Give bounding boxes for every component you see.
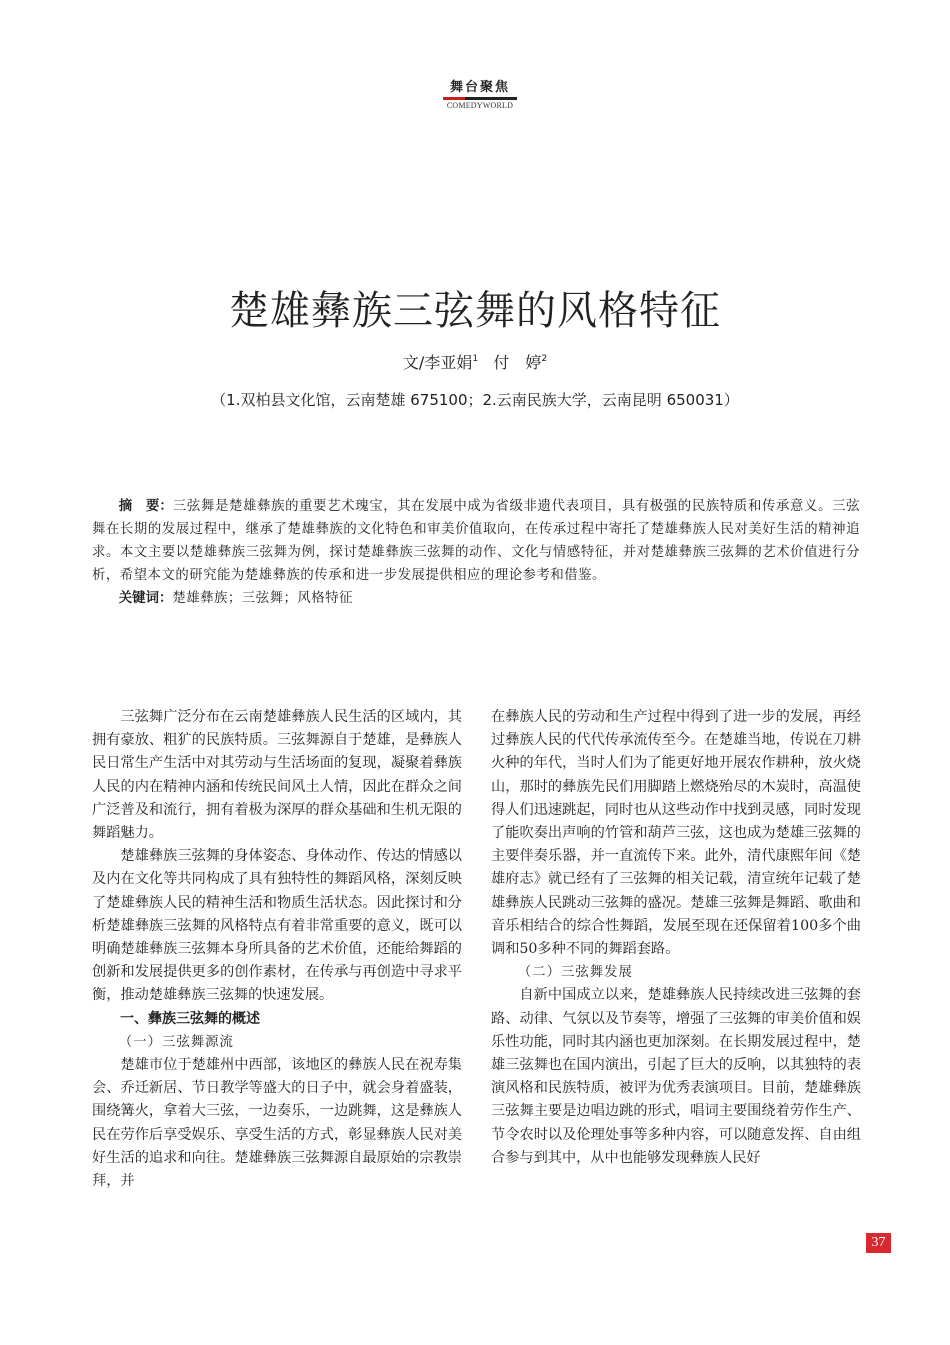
abstract-block bbox=[92, 495, 860, 610]
body-column-left bbox=[92, 706, 462, 1193]
paragraph: 自新中国成立以来，楚雄彝族人民持续改进三弦舞的套路、动律、气氛以及节奏等，增强了三弦舞的审美价值和娱乐性功能，同时其内涵也更加深刻。在长期发展过程中，楚雄三弦舞也在国内演出，引起了巨大的反响，以其独特的表演风格和民族特质，被评为优秀表演项目。目前，楚雄彝族三弦舞主要是边唱边跳的形式，唱词主要围绕着劳作生产、节令农时以及伦理处事等多种内容，可以随意发挥、自由组合参与到其中，从中也能够发现彝族人民好 bbox=[491, 987, 861, 1166]
keywords bbox=[92, 587, 860, 610]
keywords-text: 楚雄彝族；三弦舞；风格特征 bbox=[172, 591, 353, 606]
abstract bbox=[92, 495, 860, 587]
journal-subtitle: COMEDYWORLD bbox=[446, 101, 514, 110]
author-1: 李亚娟 bbox=[424, 353, 473, 372]
abstract-label: 摘 要： bbox=[118, 499, 173, 514]
author-2: 付 婷 bbox=[493, 353, 542, 372]
masthead-rule bbox=[443, 97, 517, 100]
article-title: 楚雄彝族三弦舞的风格特征 bbox=[229, 288, 721, 334]
keywords-label: 关键词： bbox=[118, 591, 173, 606]
author-2-mark: 2 bbox=[541, 354, 548, 364]
byline-prefix: 文/ bbox=[402, 353, 425, 372]
subsection-heading: （一）三弦舞源流 bbox=[118, 1034, 234, 1050]
byline bbox=[0, 348, 950, 374]
section-heading: 一、彝族三弦舞的概述 bbox=[120, 1010, 260, 1027]
paragraph-continued: 在彝族人民的劳动和生产过程中得到了进一步的发展，再经过彝族人民的代代传承流传至今。在楚雄当地，传说在刀耕火种的年代，当时人们为了能更好地开展农作耕种，放火烧山，那时的彝族先民们用脚踏上燃烧殆尽的木炭时，高温使得人们迅速跳起，同时也从这些动作中找到灵感，同时发现了能吹奏出声响的竹管和葫芦三弦，这也成为楚雄三弦舞的主要伴奏乐器，并一直流传下来。此外，清代康熙年间《楚雄府志》就已经有了三弦舞的相关记载，清宣统年记载了楚雄彝族人民跳动三弦舞的盛况。楚雄三弦舞是舞蹈、歌曲和音乐相结合的综合性舞蹈，发展至现在还保留着100多个曲调和50多种不同的舞蹈套路。 bbox=[491, 709, 861, 958]
paragraph: 楚雄市位于楚雄州中西部，该地区的彝族人民在祝寿集会、乔迁新居、节日教学等盛大的日子中，就会身着盛装，围绕篝火，拿着大三弦，一边奏乐，一边跳舞，这是彝族人民在劳作后享受娱乐、享受生活的方式，彰显彝族人民对美好生活的追求和向往。楚雄彝族三弦舞源自最原始的宗教崇拜，并 bbox=[92, 1057, 462, 1190]
journal-masthead bbox=[440, 80, 520, 111]
affiliations: （1.双柏县文化馆，云南楚雄 675100；2.云南民族大学，云南昆明 650031） bbox=[211, 391, 739, 409]
paragraph: 楚雄彝族三弦舞的身体姿态、身体动作、传达的情感以及内在文化等共同构成了具有独特性的舞蹈风格，深刻反映了楚雄彝族人民的精神生活和物质生活状态。因此探讨和分析楚雄彝族三弦舞的风格特点有着非常重要的意义，既可以明确楚雄彝族三弦舞本身所具备的艺术价值，还能给舞蹈的创新和发展提供更多的创作素材，在传承与再创造中寻求平衡，推动楚雄彝族三弦舞的快速发展。 bbox=[92, 848, 462, 1004]
subsection-heading: （二）三弦舞发展 bbox=[517, 965, 633, 981]
journal-section-name: 舞台聚焦 bbox=[449, 80, 510, 95]
page-number: 37 bbox=[866, 1233, 891, 1253]
author-1-mark: 1 bbox=[472, 354, 479, 364]
abstract-text: 三弦舞是楚雄彝族的重要艺术瑰宝，其在发展中成为省级非遗代表项目，具有极强的民族特质和传承意义。三弦舞在长期的发展过程中，继承了楚雄彝族的文化特色和审美价值取向，在传承过程中寄托了楚雄彝族人民对美好生活的精神追求。本文主要以楚雄彝族三弦舞为例，探讨楚雄彝族三弦舞的动作、文化与情感特征，并对楚雄彝族三弦舞的艺术价值进行分析，希望本文的研究能为楚雄彝族的传承和进一步发展提供相应的理论参考和借鉴。 bbox=[92, 499, 861, 583]
paragraph: 三弦舞广泛分布在云南楚雄彝族人民生活的区域内，其拥有豪放、粗犷的民族特质。三弦舞源自于楚雄，是彝族人民日常生产生活中对其劳动与生活场面的复现，凝聚着彝族人民的内在精神内涵和传统民间风土人情，因此在群众之间广泛普及和流行，拥有着极为深厚的群众基础和生机无限的舞蹈魅力。 bbox=[92, 709, 462, 842]
body-column-right bbox=[491, 706, 861, 1170]
